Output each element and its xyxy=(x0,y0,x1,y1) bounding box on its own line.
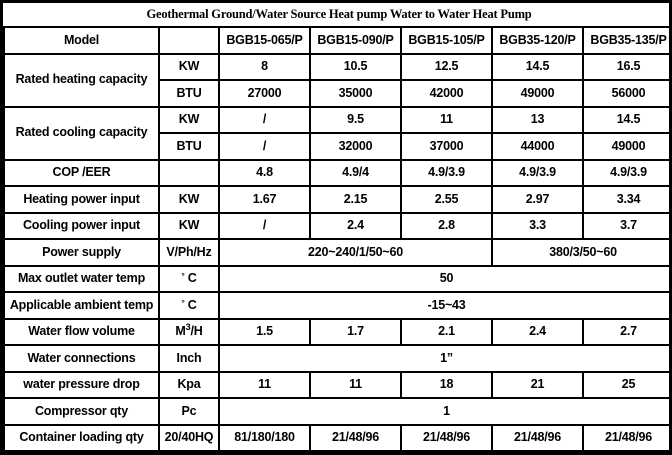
column-header-model-5: BGB35-135/P xyxy=(583,27,672,54)
cell-container-qty-3: 21/48/96 xyxy=(401,425,492,452)
cell-cooling-btu-1: / xyxy=(219,133,310,160)
heat-pump-spec-table xyxy=(3,3,672,452)
header-row xyxy=(4,27,672,54)
row-label-rated-heating-capacity: Rated heating capacity xyxy=(4,54,159,107)
header-unit-blank xyxy=(159,27,219,54)
cell-pressure-drop-3: 18 xyxy=(401,372,492,399)
row-unit-applicable-ambient-temp xyxy=(159,292,219,319)
cell-heating-btu-2: 35000 xyxy=(310,80,401,107)
table-row xyxy=(4,266,672,293)
cell-cooling-btu-2: 32000 xyxy=(310,133,401,160)
row-label-rated-cooling-capacity: Rated cooling capacity xyxy=(4,107,159,160)
table-row xyxy=(4,54,672,81)
cell-water-connections: 1” xyxy=(219,345,672,372)
cell-cooling-kw-2: 9.5 xyxy=(310,107,401,134)
cell-cooling-kw-3: 11 xyxy=(401,107,492,134)
cell-cop-eer-2: 4.9/4 xyxy=(310,160,401,187)
cell-container-qty-2: 21/48/96 xyxy=(310,425,401,452)
cell-power-supply-group-a: 220~240/1/50~60 xyxy=(219,239,492,266)
row-unit-water-flow-volume xyxy=(159,319,219,346)
cell-cooling-btu-4: 44000 xyxy=(492,133,583,160)
column-header-model-2: BGB15-090/P xyxy=(310,27,401,54)
cell-pressure-drop-2: 11 xyxy=(310,372,401,399)
table-row xyxy=(4,292,672,319)
cell-cooling-power-1: / xyxy=(219,213,310,240)
cell-cop-eer-4: 4.9/3.9 xyxy=(492,160,583,187)
table-row xyxy=(4,319,672,346)
cell-compressor-qty: 1 xyxy=(219,398,672,425)
cell-heating-power-4: 2.97 xyxy=(492,186,583,213)
cell-cooling-btu-5: 49000 xyxy=(583,133,672,160)
unit-letter-celsius: C xyxy=(187,271,197,286)
row-label-water-pressure-drop: water pressure drop xyxy=(4,372,159,399)
row-unit-power-supply: V/Ph/Hz xyxy=(159,239,219,266)
row-label-water-flow-volume: Water flow volume xyxy=(4,319,159,346)
row-unit-cooling-power-input: KW xyxy=(159,213,219,240)
cell-heating-power-3: 2.55 xyxy=(401,186,492,213)
cell-heating-btu-3: 42000 xyxy=(401,80,492,107)
column-header-model-3: BGB15-105/P xyxy=(401,27,492,54)
cell-cooling-power-2: 2.4 xyxy=(310,213,401,240)
row-unit-container-loading-qty: 20/40HQ xyxy=(159,425,219,452)
cell-heating-kw-1: 8 xyxy=(219,54,310,81)
row-label-power-supply: Power supply xyxy=(4,239,159,266)
cell-heating-kw-4: 14.5 xyxy=(492,54,583,81)
cell-cop-eer-5: 4.9/3.9 xyxy=(583,160,672,187)
cell-cop-eer-1: 4.8 xyxy=(219,160,310,187)
row-label-compressor-qty: Compressor qty xyxy=(4,398,159,425)
cell-water-flow-1: 1.5 xyxy=(219,319,310,346)
cell-cooling-power-5: 3.7 xyxy=(583,213,672,240)
row-label-max-outlet-water-temp: Max outlet water temp xyxy=(4,266,159,293)
table-row xyxy=(4,107,672,134)
cell-heating-power-2: 2.15 xyxy=(310,186,401,213)
row-label-applicable-ambient-temp: Applicable ambient temp xyxy=(4,292,159,319)
row-unit-cooling-kw: KW xyxy=(159,107,219,134)
cell-container-qty-1: 81/180/180 xyxy=(219,425,310,452)
row-unit-heating-power-input: KW xyxy=(159,186,219,213)
unit-letter-celsius: C xyxy=(187,297,197,312)
row-unit-cop-eer xyxy=(159,160,219,187)
cell-cooling-btu-3: 37000 xyxy=(401,133,492,160)
cell-power-supply-group-b: 380/3/50~60 xyxy=(492,239,672,266)
cell-cooling-power-3: 2.8 xyxy=(401,213,492,240)
cell-max-outlet-water-temp: 50 xyxy=(219,266,672,293)
superscript-three: 3 xyxy=(185,322,191,333)
cell-heating-kw-2: 10.5 xyxy=(310,54,401,81)
cell-pressure-drop-1: 11 xyxy=(219,372,310,399)
cell-container-qty-5: 21/48/96 xyxy=(583,425,672,452)
cell-water-flow-5: 2.7 xyxy=(583,319,672,346)
table-row xyxy=(4,239,672,266)
cell-pressure-drop-5: 25 xyxy=(583,372,672,399)
unit-tail-per-hour: /H xyxy=(190,324,203,339)
row-unit-heating-kw: KW xyxy=(159,54,219,81)
cell-cooling-kw-1: / xyxy=(219,107,310,134)
unit-base-cubic-metre: M xyxy=(175,324,186,339)
table-row xyxy=(4,186,672,213)
row-label-water-connections: Water connections xyxy=(4,345,159,372)
row-unit-max-outlet-water-temp xyxy=(159,266,219,293)
row-label-cop-eer: COP /EER xyxy=(4,160,159,187)
cell-heating-btu-1: 27000 xyxy=(219,80,310,107)
column-header-model-4: BGB35-120/P xyxy=(492,27,583,54)
cell-cooling-kw-5: 14.5 xyxy=(583,107,672,134)
cell-water-flow-3: 2.1 xyxy=(401,319,492,346)
cell-water-flow-2: 1.7 xyxy=(310,319,401,346)
table-row xyxy=(4,398,672,425)
row-label-cooling-power-input: Cooling power input xyxy=(4,213,159,240)
cell-water-flow-4: 2.4 xyxy=(492,319,583,346)
cell-heating-power-1: 1.67 xyxy=(219,186,310,213)
cell-cooling-kw-4: 13 xyxy=(492,107,583,134)
title-row xyxy=(4,3,672,27)
degree-icon: ° xyxy=(181,272,185,282)
table-row xyxy=(4,425,672,452)
cell-pressure-drop-4: 21 xyxy=(492,372,583,399)
row-unit-water-connections: Inch xyxy=(159,345,219,372)
page-title: Geothermal Ground/Water Source Heat pump Water to Water Heat Pump xyxy=(4,3,672,27)
cell-cop-eer-3: 4.9/3.9 xyxy=(401,160,492,187)
cell-heating-btu-5: 56000 xyxy=(583,80,672,107)
column-header-model-1: BGB15-065/P xyxy=(219,27,310,54)
row-unit-cooling-btu: BTU xyxy=(159,133,219,160)
cell-heating-btu-4: 49000 xyxy=(492,80,583,107)
cell-heating-kw-3: 12.5 xyxy=(401,54,492,81)
cell-cooling-power-4: 3.3 xyxy=(492,213,583,240)
table-row xyxy=(4,160,672,187)
row-unit-heating-btu: BTU xyxy=(159,80,219,107)
table-row xyxy=(4,372,672,399)
degree-icon: ° xyxy=(181,298,185,308)
header-label-model: Model xyxy=(4,27,159,54)
row-unit-water-pressure-drop: Kpa xyxy=(159,372,219,399)
row-label-container-loading-qty: Container loading qty xyxy=(4,425,159,452)
table-row xyxy=(4,213,672,240)
table-row xyxy=(4,345,672,372)
cell-heating-kw-5: 16.5 xyxy=(583,54,672,81)
row-label-heating-power-input: Heating power input xyxy=(4,186,159,213)
cell-applicable-ambient-temp: -15~43 xyxy=(219,292,672,319)
row-unit-compressor-qty: Pc xyxy=(159,398,219,425)
cell-container-qty-4: 21/48/96 xyxy=(492,425,583,452)
cell-heating-power-5: 3.34 xyxy=(583,186,672,213)
